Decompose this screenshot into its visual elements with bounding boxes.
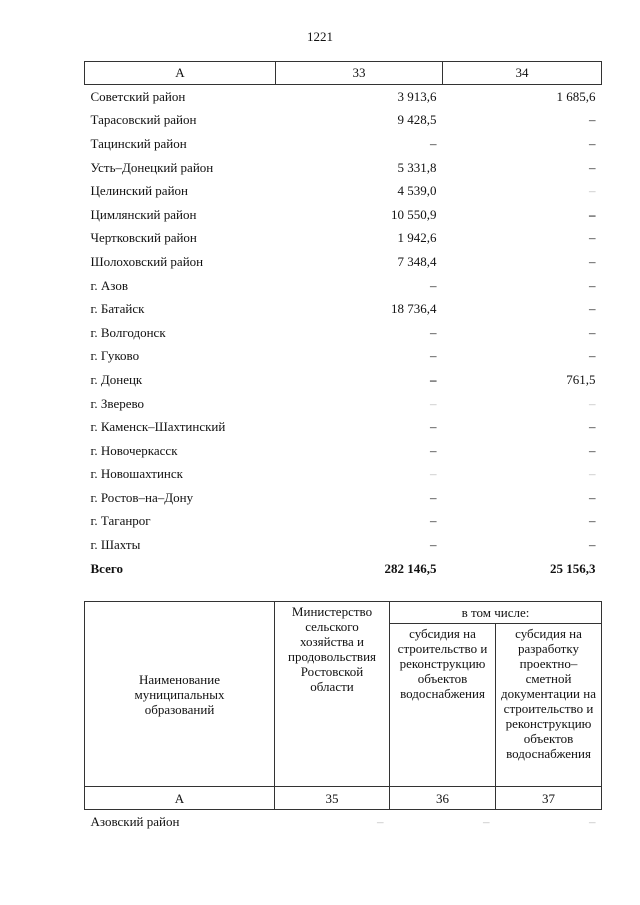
municipality-name: Азовский район xyxy=(90,814,180,829)
header-municipality: Наименование муниципальных образований xyxy=(85,602,275,787)
value-col-33: – xyxy=(430,135,437,151)
value-col-34: – xyxy=(589,513,596,529)
table-row xyxy=(85,486,602,510)
value-col-34: – xyxy=(589,206,596,222)
table-row xyxy=(85,810,602,835)
value-col-34: – xyxy=(589,112,596,128)
municipality-name: Цимлянский район xyxy=(90,206,197,222)
value-col-33: 5 331,8 xyxy=(397,159,437,175)
total-label: Всего xyxy=(90,560,123,576)
value-col-33: – xyxy=(430,442,437,458)
municipality-name: г. Новочеркасск xyxy=(90,442,178,458)
municipality-name: г. Шахты xyxy=(90,537,141,553)
value-col-35: – xyxy=(377,814,384,829)
table-row xyxy=(85,345,602,369)
table-row xyxy=(85,227,602,251)
value-col-33: 9 428,5 xyxy=(397,112,437,128)
value-col-34: – xyxy=(589,419,596,435)
municipality-name: Целинский район xyxy=(90,183,188,199)
value-col-33: 3 913,6 xyxy=(397,88,437,104)
municipality-name: г. Ростов–на–Дону xyxy=(90,489,194,505)
value-col-33: 4 539,0 xyxy=(397,183,437,199)
value-col-34: – xyxy=(589,442,596,458)
header-col-a: А xyxy=(85,62,276,85)
header-col-34: 34 xyxy=(443,62,602,85)
header-subsidy-construction: субсидия на строительство и реконструкцию объектов водоснабжения xyxy=(390,624,496,787)
municipality-name: г. Зверево xyxy=(90,395,145,411)
column-number-row xyxy=(85,787,602,810)
municipality-name: г. Гуково xyxy=(90,348,140,364)
header-including: в том числе: xyxy=(390,602,602,624)
table-row xyxy=(85,156,602,180)
header-ministry: Министерство сельского хозяйства и продовольствия Ростовской области xyxy=(275,602,390,787)
number-col-35: 35 xyxy=(275,787,390,810)
table-header-row xyxy=(85,62,602,85)
municipality-name: Советский район xyxy=(90,88,186,104)
total-col-34: 25 156,3 xyxy=(550,560,596,576)
value-col-33: – xyxy=(430,537,437,553)
value-col-34: – xyxy=(589,183,596,199)
municipality-name: г. Донецк xyxy=(90,371,143,387)
number-col-a: А xyxy=(85,787,275,810)
municipality-name: Усть–Донецкий район xyxy=(90,159,214,175)
number-col-36: 36 xyxy=(390,787,496,810)
table-row xyxy=(85,321,602,345)
number-col-37: 37 xyxy=(496,787,602,810)
budget-table-part1 xyxy=(84,61,602,580)
value-col-34: – xyxy=(589,489,596,505)
value-col-34: 761,5 xyxy=(566,371,596,387)
value-col-33: 1 942,6 xyxy=(397,230,437,246)
table-row xyxy=(85,203,602,227)
table-row xyxy=(85,510,602,534)
municipality-name: Тарасовский район xyxy=(90,112,197,128)
table-row xyxy=(85,439,602,463)
municipality-name: г. Азов xyxy=(90,277,128,293)
municipality-name: Тацинский район xyxy=(90,135,187,151)
value-col-33: – xyxy=(430,324,437,340)
municipality-name: г. Новошахтинск xyxy=(90,466,183,482)
value-col-34: 1 685,6 xyxy=(556,88,596,104)
page-number: 1221 xyxy=(307,29,333,44)
table-row xyxy=(85,368,602,392)
value-col-34: – xyxy=(589,395,596,411)
value-col-36: – xyxy=(483,814,490,829)
table-row xyxy=(85,463,602,487)
value-col-33: 18 736,4 xyxy=(391,301,437,317)
municipality-name: г. Волгодонск xyxy=(90,324,166,340)
table-row xyxy=(85,109,602,133)
header-subsidy-design: субсидия на разработку проектно–сметной документации на строительство и реконструкцию объектов водоснабжения xyxy=(496,624,602,787)
table-row xyxy=(85,132,602,156)
value-col-34: – xyxy=(589,348,596,364)
value-col-33: – xyxy=(430,395,437,411)
municipality-name: г. Каменск–Шахтинский xyxy=(90,419,226,435)
municipality-name: г. Таганрог xyxy=(90,513,151,529)
municipality-name: Чертковский район xyxy=(90,230,197,246)
table-row xyxy=(85,533,602,557)
municipality-name: Шолоховский район xyxy=(90,253,204,269)
value-col-33: – xyxy=(430,513,437,529)
value-col-34: – xyxy=(589,135,596,151)
value-col-34: – xyxy=(589,230,596,246)
table-row xyxy=(85,392,602,416)
municipality-name: г. Батайск xyxy=(90,301,145,317)
table-row xyxy=(85,297,602,321)
value-col-33: – xyxy=(430,466,437,482)
value-col-33: – xyxy=(430,348,437,364)
value-col-33: – xyxy=(430,489,437,505)
value-col-34: – xyxy=(589,253,596,269)
table-row xyxy=(85,250,602,274)
value-col-37: – xyxy=(589,814,596,829)
table-row xyxy=(85,179,602,203)
table-row xyxy=(85,415,602,439)
value-col-34: – xyxy=(589,277,596,293)
value-col-33: – xyxy=(430,277,437,293)
value-col-34: – xyxy=(589,159,596,175)
value-col-33: – xyxy=(430,371,437,387)
value-col-33: 7 348,4 xyxy=(397,253,437,269)
value-col-34: – xyxy=(589,537,596,553)
table-row xyxy=(85,274,602,298)
value-col-33: 10 550,9 xyxy=(391,206,437,222)
header-col-33: 33 xyxy=(276,62,443,85)
value-col-34: – xyxy=(589,466,596,482)
value-col-34: – xyxy=(589,324,596,340)
value-col-34: – xyxy=(589,301,596,317)
total-row xyxy=(85,557,602,581)
total-col-33: 282 146,5 xyxy=(384,560,437,576)
value-col-33: – xyxy=(430,419,437,435)
budget-table-part2 xyxy=(84,601,602,834)
table-row xyxy=(85,85,602,109)
